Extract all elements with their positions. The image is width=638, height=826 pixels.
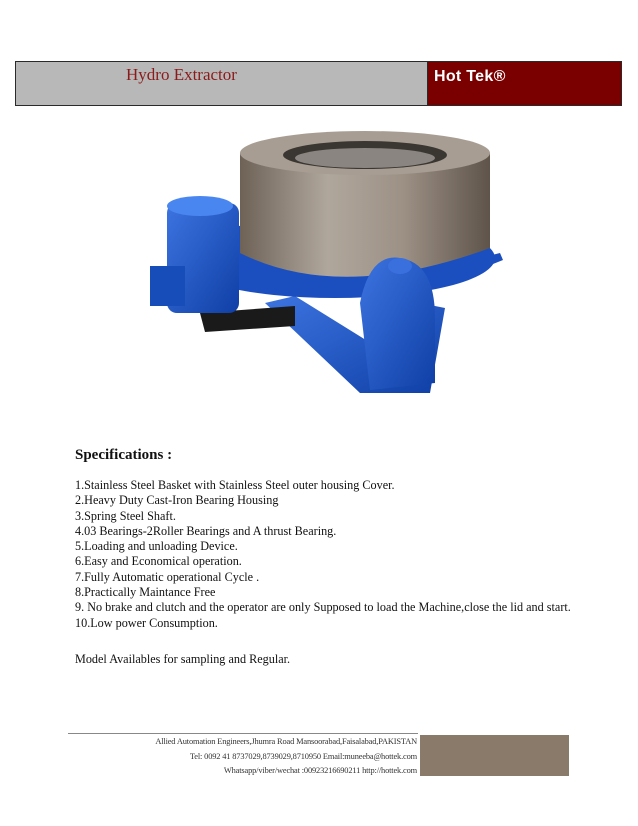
footer-phone: Tel: 0092 41 8737029,8739029,8710950 Email:muneeba@hottek.com <box>189 751 417 761</box>
page-header <box>15 61 622 106</box>
spec-item: 10.Low power Consumption. <box>75 615 218 630</box>
basket-inner <box>295 148 435 168</box>
footer-address: Allied Automation Engineers,Jhumra Road Mansoorabad,Faisalabad,PAKISTAN <box>155 737 417 746</box>
spec-item: 6.Easy and Economical operation. <box>75 554 242 569</box>
motor-cap <box>167 196 233 216</box>
spec-item: 4.03 Bearings-2Roller Bearings and A thrust Bearing. <box>75 523 337 538</box>
specifications-heading: Specifications : <box>75 447 173 463</box>
footer-web: Whatsapp/viber/wechat :00923216690211 http://hottek.com <box>223 766 417 775</box>
header-title-cell <box>16 62 428 105</box>
footer-contact <box>140 735 417 779</box>
spec-item: 2.Heavy Duty Cast-Iron Bearing Housing <box>75 493 279 508</box>
footer-color-block <box>420 735 569 776</box>
document-title: Hydro Extractor <box>126 65 237 84</box>
spec-item: 3.Spring Steel Shaft. <box>75 508 176 523</box>
footer-divider <box>68 733 418 734</box>
spec-item: 5.Loading and unloading Device. <box>75 539 238 554</box>
spec-item: 8.Practically Maintance Free <box>75 585 216 600</box>
leg-cover <box>360 258 435 390</box>
header-brand-cell <box>428 62 621 105</box>
spec-item: 1.Stainless Steel Basket with Stainless Steel outer housing Cover. <box>75 478 395 492</box>
leg-cap <box>388 258 412 274</box>
motor-bracket <box>150 266 185 306</box>
spec-item: 7.Fully Automatic operational Cycle . <box>75 569 260 584</box>
hydro-extractor-image <box>145 128 505 413</box>
model-availability-note: Model Availables for sampling and Regular. <box>75 652 291 666</box>
spec-item: 9. No brake and clutch and the operator are only Supposed to load the Machine,close the lid and start. <box>75 600 571 615</box>
specifications-list <box>75 478 575 631</box>
brand-name: Hot Tek® <box>434 68 506 85</box>
